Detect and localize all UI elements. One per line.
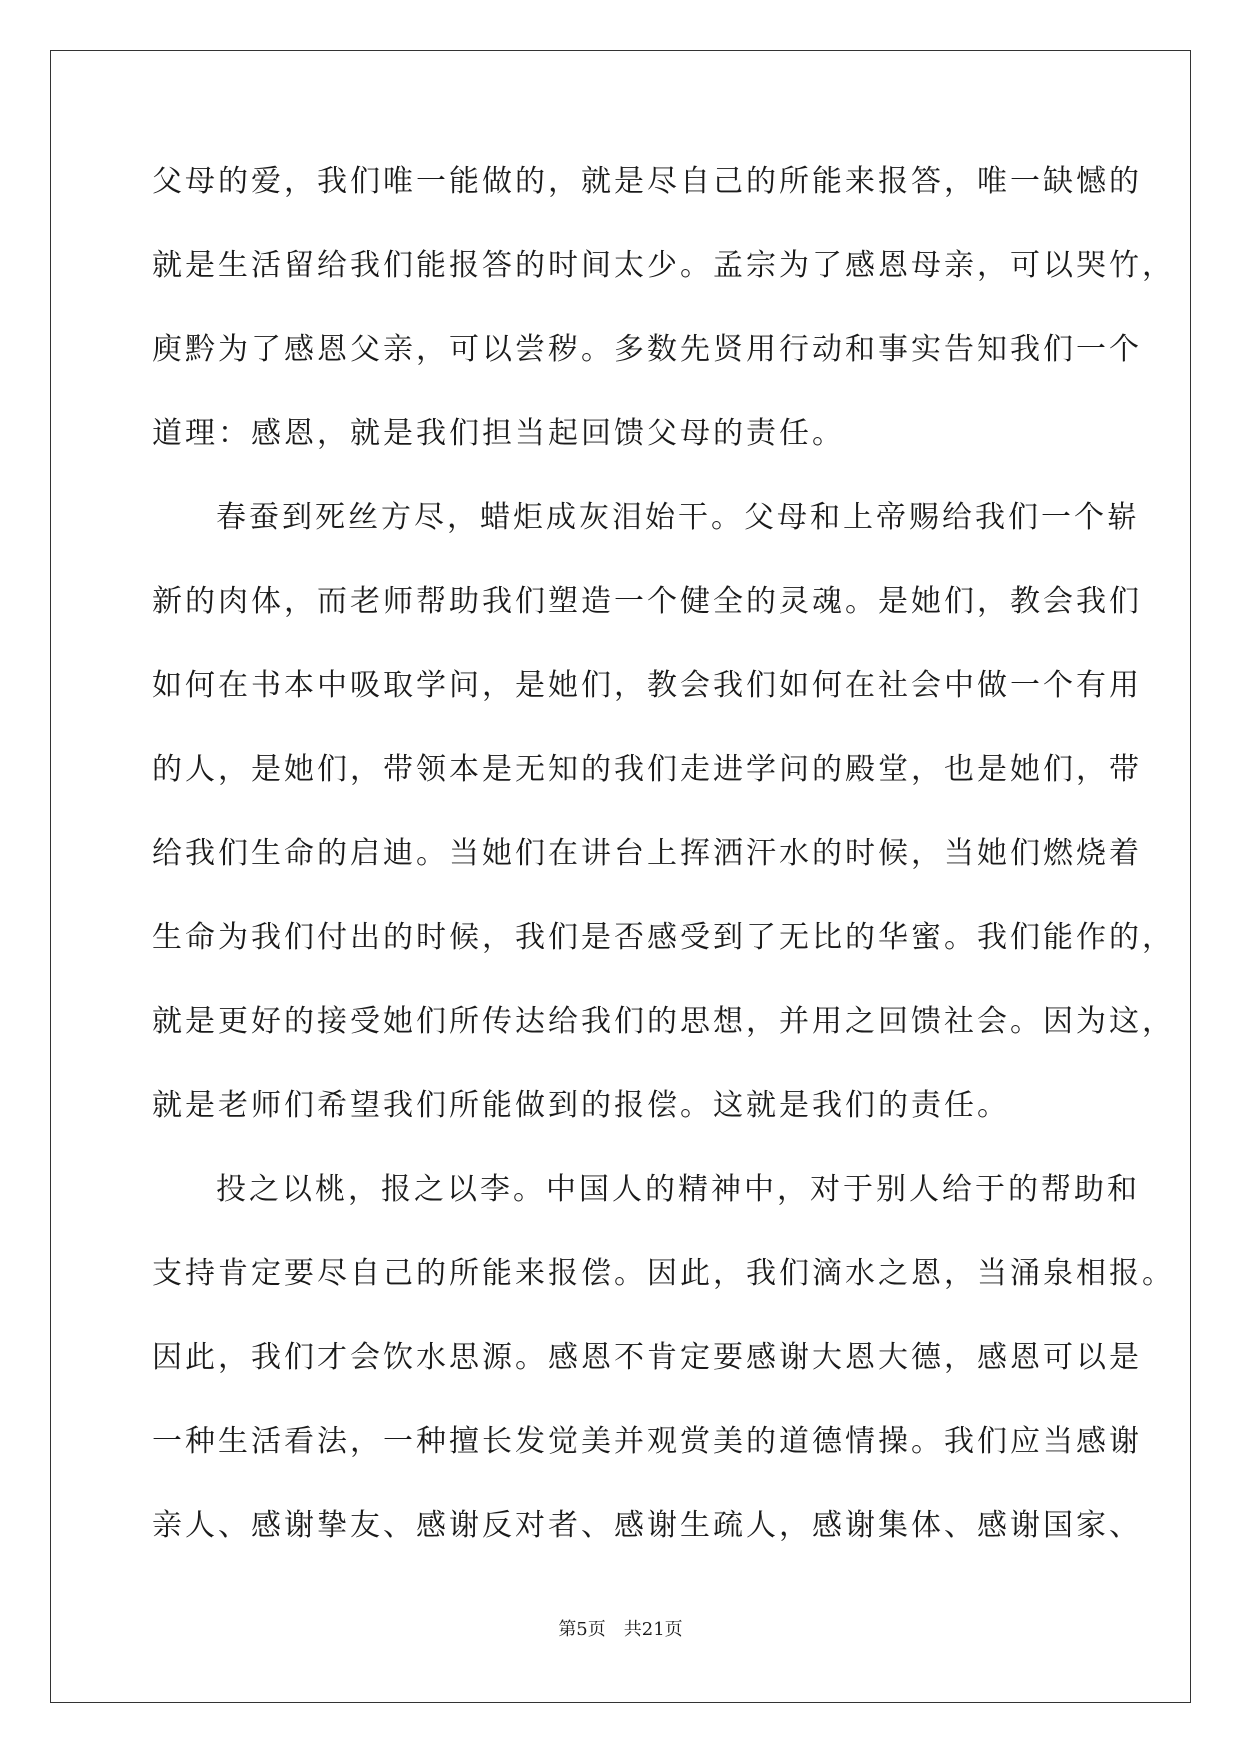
document-body xyxy=(152,162,1175,1590)
current-page-number: 第5页 xyxy=(558,1619,606,1640)
text-line: 支持肯定要尽自己的所能来报偿。因此，我们滴水之恩，当涌泉相报。 xyxy=(152,1256,1175,1291)
text-line: 就是老师们希望我们所能做到的报偿。这就是我们的责任。 xyxy=(152,1088,1010,1123)
text-line: 的人，是她们，带领本是无知的我们走进学问的殿堂，也是她们，带 xyxy=(152,752,1142,787)
total-page-count: 共21页 xyxy=(623,1619,683,1640)
text-line: 生命为我们付出的时候，我们是否感受到了无比的华蜜。我们能作的， xyxy=(152,920,1175,955)
text-line: 因此，我们才会饮水思源。感恩不肯定要感谢大恩大德，感恩可以是 xyxy=(152,1340,1142,1375)
text-line: 新的肉体，而老师帮助我们塑造一个健全的灵魂。是她们，教会我们 xyxy=(152,584,1142,619)
text-line: 就是生活留给我们能报答的时间太少。孟宗为了感恩母亲，可以哭竹， xyxy=(152,248,1175,283)
text-line: 父母的爱，我们唯一能做的，就是尽自己的所能来报答，唯一缺憾的 xyxy=(152,164,1142,199)
text-line: 庾黔为了感恩父亲，可以尝秽。多数先贤用行动和事实告知我们一个 xyxy=(152,332,1142,367)
page-footer xyxy=(0,1615,1241,1641)
text-line: 道理：感恩，就是我们担当起回馈父母的责任。 xyxy=(152,416,845,451)
text-line: 一种生活看法，一种擅长发觉美并观赏美的道德情操。我们应当感谢 xyxy=(152,1424,1142,1459)
text-line: 就是更好的接受她们所传达给我们的思想，并用之回馈社会。因为这， xyxy=(152,1004,1175,1039)
text-line: 给我们生命的启迪。当她们在讲台上挥洒汗水的时候，当她们燃烧着 xyxy=(152,836,1142,871)
text-line: 投之以桃，报之以李。中国人的精神中，对于别人给于的帮助和 xyxy=(216,1172,1140,1207)
text-line: 如何在书本中吸取学问，是她们，教会我们如何在社会中做一个有用 xyxy=(152,668,1142,703)
text-line: 亲人、感谢挚友、感谢反对者、感谢生疏人，感谢集体、感谢国家、 xyxy=(152,1508,1142,1543)
text-line: 春蚕到死丝方尽，蜡炬成灰泪始干。父母和上帝赐给我们一个崭 xyxy=(216,500,1140,535)
